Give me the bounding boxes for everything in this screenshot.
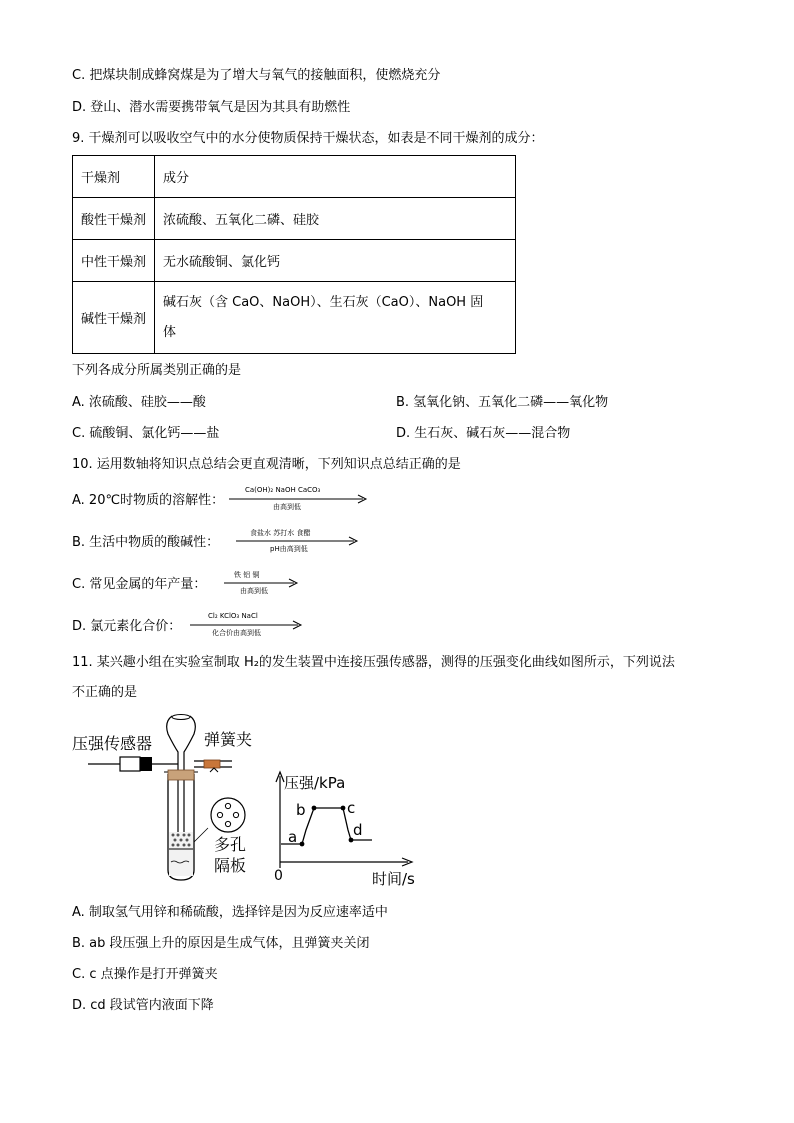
axis-bottom-label: 由高到低 bbox=[273, 503, 301, 511]
table-row bbox=[73, 198, 516, 240]
table-row bbox=[73, 282, 516, 354]
table-cell bbox=[155, 282, 516, 354]
q9-option-d: D. 生石灰、碱石灰——混合物 bbox=[396, 426, 571, 441]
desiccant-table bbox=[72, 155, 516, 354]
q9-question: 下列各成分所属类别正确的是 bbox=[72, 363, 242, 378]
q11-option-a: A. 制取氢气用锌和稀硫酸，选择锌是因为反应速率适中 bbox=[72, 905, 388, 920]
q8-option-c: C. 把煤块制成蜂窝煤是为了增大与氧气的接触面积，使燃烧充分 bbox=[72, 68, 441, 83]
q10-option-c-axis bbox=[222, 570, 300, 596]
q11-stem-line2: 不正确的是 bbox=[72, 685, 138, 700]
q10-option-d-axis bbox=[188, 612, 304, 638]
table-cell: 碱性干燥剂 bbox=[73, 282, 155, 354]
label-c: c bbox=[347, 799, 356, 817]
origin-label: 0 bbox=[274, 868, 283, 884]
y-axis-label: 压强/kPa bbox=[284, 774, 346, 792]
q9-option-a: A. 浓硫酸、硅胶——酸 bbox=[72, 395, 206, 410]
q8-option-d: D. 登山、潜水需要携带氧气是因为其具有助燃性 bbox=[72, 100, 351, 115]
test-tube-icon bbox=[164, 770, 198, 880]
q11-option-d: D. cd 段试管内液面下降 bbox=[72, 998, 214, 1013]
spring-clamp-icon bbox=[194, 760, 232, 772]
table-cell: 中性干燥剂 bbox=[73, 240, 155, 282]
table-cell: 浓硫酸、五氧化二磷、硅胶 bbox=[155, 198, 516, 240]
table-cell: 无水硫酸铜、氯化钙 bbox=[155, 240, 516, 282]
q11-option-b: B. ab 段压强上升的原因是生成气体，且弹簧夹关闭 bbox=[72, 936, 370, 951]
axis-top-label: 食盐水 苏打水 食醋 bbox=[250, 529, 311, 537]
x-axis-label: 时间/s bbox=[372, 870, 415, 888]
funnel-icon bbox=[167, 715, 196, 853]
pressure-graph bbox=[274, 772, 415, 888]
spring-clamp-label: 弹簧夹 bbox=[204, 730, 253, 749]
q9-option-b: B. 氢氧化钠、五氧化二磷——氧化物 bbox=[396, 395, 609, 410]
q9-stem: 9. 干燥剂可以吸收空气中的水分使物质保持干燥状态，如表是不同干燥剂的成分： bbox=[72, 131, 544, 146]
q10-option-c-label: C. 常见金属的年产量： bbox=[72, 577, 207, 592]
axis-top-label: Ca(OH)₂ NaOH CaCO₃ bbox=[245, 486, 321, 494]
axis-bottom-label: 化合价由高到低 bbox=[212, 629, 261, 637]
table-cell-line: 体 bbox=[163, 324, 177, 340]
q10-option-b-label: B. 生活中物质的酸碱性： bbox=[72, 535, 220, 550]
q11-option-c: C. c 点操作是打开弹簧夹 bbox=[72, 967, 218, 982]
table-header-desiccant: 干燥剂 bbox=[73, 156, 155, 198]
axis-bottom-label: pH由高到低 bbox=[270, 545, 308, 553]
point-a bbox=[300, 842, 305, 847]
q10-option-b-axis bbox=[234, 528, 360, 554]
table-header-component: 成分 bbox=[155, 156, 516, 198]
table-row bbox=[73, 240, 516, 282]
point-b bbox=[312, 806, 317, 811]
q10-option-a-axis bbox=[227, 486, 369, 512]
axis-top-label: Cl₂ KClO₃ NaCl bbox=[208, 612, 258, 620]
apparatus-figure bbox=[72, 712, 432, 892]
porous-plate-label-2: 隔板 bbox=[214, 856, 247, 875]
label-d: d bbox=[353, 821, 363, 839]
porous-plate-label-1: 多孔 bbox=[214, 835, 247, 854]
q10-option-a-label: A. 20℃时物质的溶解性： bbox=[72, 493, 225, 508]
q10-option-d-label: D. 氯元素化合价： bbox=[72, 619, 182, 634]
axis-top-label: 铁 铝 铜 bbox=[234, 571, 260, 579]
axis-bottom-label: 由高到低 bbox=[240, 587, 268, 595]
label-b: b bbox=[296, 801, 306, 819]
label-a: a bbox=[288, 828, 298, 846]
pressure-sensor-icon bbox=[88, 757, 178, 771]
q11-stem-line1: 11. 某兴趣小组在实验室制取 H₂的发生装置中连接压强传感器，测得的压强变化曲线如图所示，下列说法 bbox=[72, 655, 675, 670]
table-header-row bbox=[73, 156, 516, 198]
pressure-sensor-label: 压强传感器 bbox=[72, 734, 153, 753]
q10-stem: 10. 运用数轴将知识点总结会更直观清晰，下列知识点总结正确的是 bbox=[72, 457, 461, 472]
q9-option-c: C. 硫酸铜、氯化钙——盐 bbox=[72, 426, 220, 441]
table-cell-line: 碱石灰（含 CaO、NaOH）、生石灰（CaO）、NaOH 固 bbox=[163, 294, 484, 310]
table-cell: 酸性干燥剂 bbox=[73, 198, 155, 240]
point-c bbox=[341, 806, 346, 811]
